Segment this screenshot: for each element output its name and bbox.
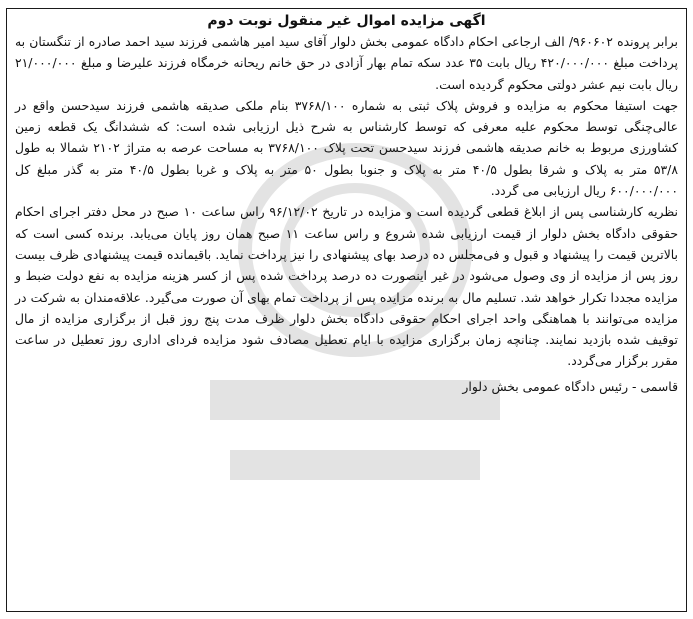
notice-title: اگهی مزایده اموال غیر منقول نوبت دوم	[207, 13, 486, 29]
notice-paragraph-case: برابر پرونده ۹۶۰۶۰۲/ الف ارجاعی احکام دادگاه عمومی بخش دلوار آقای سید امیر هاشمی فرزند سید احمد صادره از تنگستان به پرداخت مبلغ ۴۲۰/۰۰۰/۰۰۰ ریال بابت ۳۵ عدد سکه تمام بهار آزادی در حق خانم ریحانه خرمگاه فرزند علیرضا و مبلغ ۲۱/۰۰۰/۰۰۰ ریال بابت نیم عشر دولتی محکوم گردیده است.	[15, 34, 678, 92]
notice-frame	[6, 8, 687, 612]
notice-paragraph-auction-terms: نظریه کارشناسی پس از ابلاغ قطعی گردیده است و مزایده در تاریخ ۹۶/۱۲/۰۲ راس ساعت ۱۰ صبح در محل دفتر اجرای احکام حقوقی دادگاه بخش دلوار از قیمت ارزیابی شده شروع و راس ساعت ۱۱ صبح همان روز پایان می‌یابد. برنده کسی است که بالاترین قیمت را پیشنهاد و قبول و فی‌مجلس ده درصد بهای پیشنهادی را نیز پرداخت نماید. باقیمانده قیمت پیشنهادی ظرف بیست روز پس از مزایده از وی وصول می‌شود در غیر اینصورت ده درصد پرداخت شده پس از کسر هزینه مزایده به نفع دولت ضبط و مزایده مجددا تکرار خواهد شد. تسلیم مال به برنده مزایده پس از پرداخت تمام بهای آن صورت می‌گیرد. علاقه‌مندان به شرکت در مزایده می‌توانند با هماهنگی واحد اجرای احکام حقوقی دادگاه بخش دلوار ظرف مدت پنج روز قبل از برگزاری مزایده از مال توقیف شده بازدید نمایند. چنانچه زمان برگزاری مزایده با ایام تعطیل مصادف شود مزایده فردای اداری روز تعطیل در ساعت مقرر برگزار می‌گردد.	[15, 204, 678, 369]
notice-signature: قاسمی - رئیس دادگاه عمومی بخش دلوار	[462, 378, 678, 394]
notice-paragraph-property: جهت استیفا محکوم به مزایده و فروش پلاک ثبتی به شماره ۳۷۶۸/۱۰۰ بنام ملکی صدیقه هاشمی فرزند سیدحسن واقع در عالی‌چنگی توسط محکوم علیه معرفی که توسط کارشناس به شرح ذیل ارزیابی شده است: که ششدانگ یک قطعه زمین کشاورزی مربوط به خانم صدیقه هاشمی فرزند سیدحسن تحت پلاک ۳۷۶۸/۱۰۰ به مساحت عرصه به متراژ ۲۱۰۲ شمالا به طول ۵۳/۸ متر به پلاک و شرقا بطول ۴۰/۵ متر به پلاک و جنوبا بطول ۵۰ متر به پلاک و غربا بطول ۴۰/۵ متر به گذر مبلغ کل ۶۰۰/۰۰۰/۰۰۰ ریال ارزیابی می گردد.	[15, 97, 679, 199]
